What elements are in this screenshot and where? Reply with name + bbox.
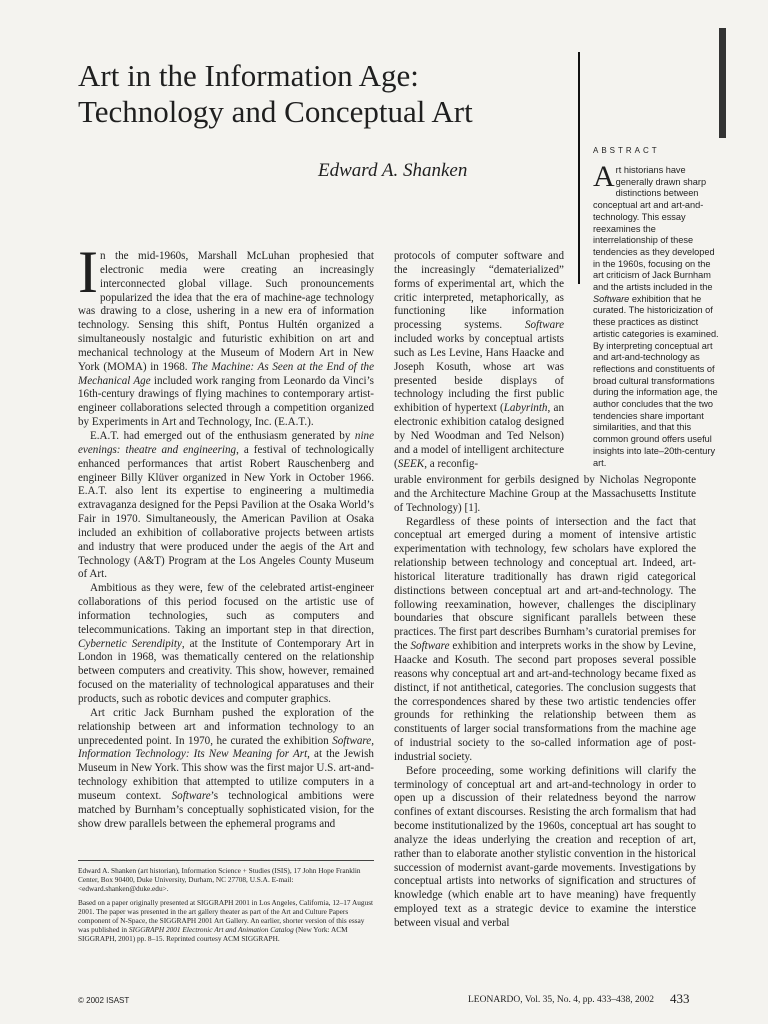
paragraph-3: Ambitious as they were, few of the celebrated artist-engineer collaborations of this period focused on the artistic use of information technologies, such as computers and telecommunications. Taking an important step in that direction, Cybernetic Serendipity, at the Institute of Contemporary Art in London in 1968, was thematically centered on the relationship between computers and creativity. This show, however, remained focused on the materiality of technological apparatuses and their products, such as robotic devices and computer graphics. (78, 582, 375, 705)
abstract-text: Art historians have generally drawn sharp distinctions between conceptual art and art-and-technology. This essay reexamines the interrelationship of these tendencies as they developed in the 1960s, focusing on the art criticism of Jack Burnham and the artists included in the Software exhibition that he curated. The historicization of these practices as distinct artistic categories is examined. By interpreting conceptual art and art-and-technology as reflections and constituents of broad cultural transformations during the information age, the author concludes that the two tendencies share important similarities, and that this common ground offers useful insights into late–20th-century art. (593, 160, 719, 468)
publication-note: Based on a paper originally presented at SIGGRAPH 2001 in Los Angeles, California, 12–17 August 2001. The paper was presented in the art gallery theater as part of the Art and Culture Papers component of N-Space, the SIGGRAPH 2001 Art Gallery. An earlier, shorter version of this essay was published in SIGGRAPH 2001 Electronic Art and Animation Catalog (New York: ACM SIGGRAPH, 2001) pp. 8–15. Reprinted courtesy ACM SIGGRAPH. (78, 897, 374, 944)
footnotes (78, 866, 374, 948)
paragraph-6: Regardless of these points of intersection and the fact that conceptual art emerged during a moment of intensive artistic experimentation with technology, few scholars have explored the relationship between technology and conceptual art. Indeed, art-historical literature traditionally has drawn rigid categorical distinctions between conceptual art and art-and-technology. The following reexamination, however, challenges the disciplinary boundaries that obscure significant parallels between these practices. The first part describes Burnham’s curatorial premises for the Software exhibition and interprets works in the show by Levine, Haacke and Kosuth. The second part proposes several possible reasons why conceptual art and art-and-technology became fixed as distinct, if not antithetical, categories. The conclusion suggests that the correspondences shared by these two artistic tendencies offer grounds for rethinking the relationship between them as constituents of larger social transformations from the machine age of industrial society to the so-called information age of post-industrial society. (394, 515, 697, 763)
paragraph-1: In the mid-1960s, Marshall McLuhan prophesied that electronic media were creating an increasingly interconnected global village. Such pronouncements popularized the idea that the era of machine-age technology was drawing to a close, ushering in a new era of information technology. Sensing this shift, Pontus Hultén organized a simultaneously nostalgic and futuristic exhibition on art and mechanical technology at the Museum of Modern Art in New York (MOMA) in 1968. The Machine: As Seen at the End of the Mechanical Age included work ranging from Leonardo da Vinci’s 16th-century drawings of flying machines to contemporary artist-engineer collaborations selected through a competition organized by Experiments in Art and Technology, Inc. (E.A.T.). (78, 239, 375, 429)
body-column-2 (394, 474, 696, 931)
abstract-label: ABSTRACT (593, 146, 660, 155)
footnote-divider (78, 860, 374, 861)
author-name: Edward A. Shanken (318, 160, 468, 181)
title-line-2: Technology and Conceptual Art (78, 94, 473, 129)
abstract-drop-cap: A (593, 160, 615, 193)
copyright-notice: © 2002 ISAST (78, 996, 130, 1005)
page-edge-marker (719, 28, 726, 138)
page-number: 433 (670, 991, 690, 1006)
author-affiliation-note: Edward A. Shanken (art historian), Information Science + Studies (ISIS), 17 John Hope Franklin Center, Box 90400, Duke University, Durham, NC 27708, U.S.A. E-mail: <edward.shanken@duke.edu>. (78, 866, 361, 894)
journal-citation: LEONARDO, Vol. 35, No. 4, pp. 433–438, 2002 (468, 995, 654, 1005)
article-title (78, 58, 558, 130)
paragraph-4: Art critic Jack Burnham pushed the exploration of the relationship between art and information technology to an unprecedented point. In 1970, he curated the exhibition Software, Information Technology: Its New Meaning for Art, at the Jewish Museum in New York. This show was the first major U.S. art-and-technology exhibition that attempted to utilize computers in a museum context. Software’s technological ambitions were matched by Burnham’s conceptually sophisticated vision, for the show drew parallels between the ephemeral programs and (78, 706, 374, 830)
title-line-1: Art in the Information Age: (78, 58, 419, 93)
body-column-1 (78, 239, 375, 831)
body-column-2-top (394, 250, 564, 472)
abstract-divider (578, 52, 580, 284)
paragraph-2: E.A.T. had emerged out of the enthusiasm generated by nine evenings: theatre and engineering, a festival of technologically enhanced performances that artist Robert Rauschenberg and engineer Billy Klüver organized in New York in October 1966. E.A.T. also lent its expertise to engineering a multimedia extravaganza designed for the Pepsi Pavilion at the Osaka World’s Fair in 1970. Simultaneously, the American Pavilion at Osaka included an exhibition of collaborative projects between artists and industry that were produced under the aegis of the Art and Technology (A&T) Program at the Los Angeles County Museum of Art. (78, 429, 374, 581)
paragraph-7: Before proceeding, some working definitions will clarify the terminology of conceptual art and art-and-technology in order to open up a discussion of their relatedness beyond the narrow confines of extant discourses. Resisting the arch formalism that had become institutionalized by the 1960s, conceptual art has sought to analyze the ideas underlying the creation and reception of art, rather than to elaborate another stylistic convention in the historical succession of modernist avant-garde movements. Investigations by conceptual artists into networks of signification and structures of knowledge (which enable art to have meaning) have frequently employed text as a strategic device to examine the interstice between visual and verbal (394, 764, 696, 929)
paragraph-5-end: urable environment for gerbils designed by Nicholas Negroponte and the Architecture Machine Group at the Massachusetts Institute of Technology) [1]. (394, 474, 696, 514)
drop-cap: I (78, 239, 98, 305)
paragraph-5-start: protocols of computer software and the increasingly “dematerialized” forms of experimental art, which the critic interpreted, metaphorically, as functioning like information processing systems. Software included works by conceptual artists such as Les Levine, Hans Haacke and Joseph Kosuth, whose art was presented beside displays of technology including the first public exhibition of hypertext (Labyrinth, an electronic exhibition catalog designed by Ned Woodman and Ted Nelson) and a model of intelligent architecture (SEEK, a reconfig- (394, 250, 564, 470)
